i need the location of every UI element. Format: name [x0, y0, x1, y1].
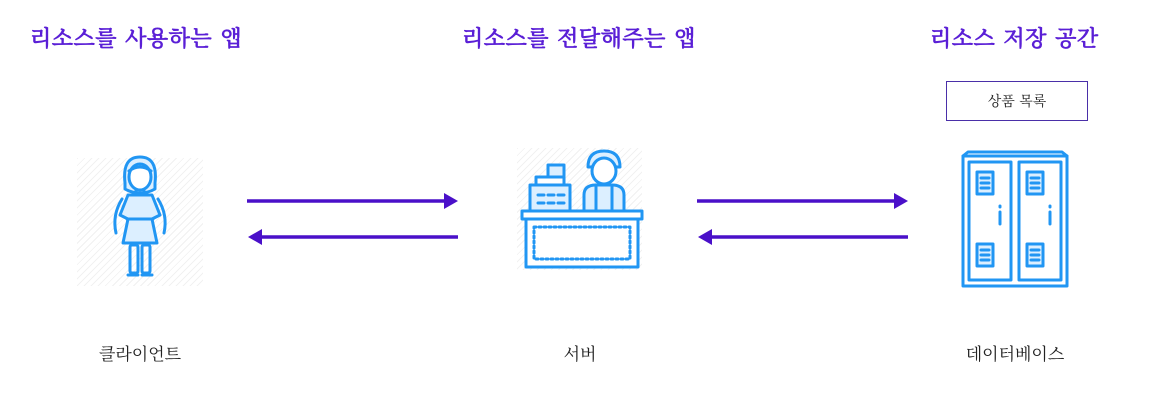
heading-server-app: 리소스를 전달해주는 앱: [462, 27, 696, 52]
heading-client-app: 리소스를 사용하는 앱: [30, 27, 243, 52]
server-label: 서버: [563, 345, 597, 365]
client-label: 클라이언트: [98, 345, 182, 365]
arrow-server-to-database-head: [894, 193, 908, 209]
heading-storage: 리소스 저장 공간: [930, 27, 1099, 52]
arrow-server-to-client-head: [248, 229, 262, 245]
arrow-client-to-server-head: [444, 193, 458, 209]
database-label: 데이터베이스: [965, 345, 1065, 365]
arrow-database-to-server-head: [698, 229, 712, 245]
product-list-label: 상품 목록: [987, 94, 1047, 110]
